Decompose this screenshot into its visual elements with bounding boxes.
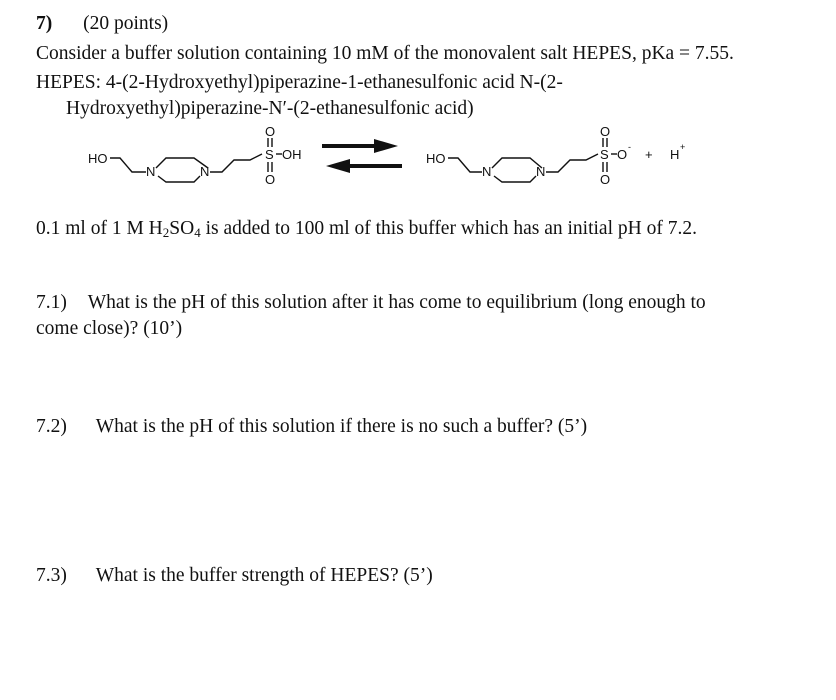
left-ethyl-chain-bond [110, 158, 146, 172]
plus-sign: + [645, 147, 653, 162]
q72-text: What is the pH of this solution if there is no such a buffer? (5’) [95, 416, 588, 437]
question-number: 7) [36, 13, 53, 34]
left-n1-label: N [146, 164, 156, 179]
question-7-1 [36, 291, 706, 315]
hepes-acid-form [88, 126, 302, 187]
left-s-label: S [265, 147, 274, 162]
question-7-2 [36, 415, 587, 439]
right-o-minus-label: O [617, 147, 628, 162]
right-ring-top-bond [492, 158, 542, 168]
q73-text: What is the buffer strength of HEPES? (5’) [95, 565, 433, 586]
proton-charge: + [680, 142, 686, 152]
reverse-arrow-head [326, 159, 350, 173]
right-o-bottom-label: O [600, 172, 611, 187]
setup-suffix: is added to 100 ml of this buffer which has an initial pH of 7.2. [200, 218, 697, 239]
setup-prefix: 0.1 ml of 1 M H [36, 218, 163, 239]
left-ho-label: HO [88, 151, 108, 166]
hepes-base-form [426, 126, 631, 187]
hepes-name-line2: Hydroxyethyl)piperazine-N′-(2-ethanesulfonic acid) [66, 98, 474, 119]
left-o-top-label: O [265, 126, 276, 139]
hepes-equilibrium-structure [80, 126, 780, 204]
question-header [36, 12, 168, 36]
setup-subscript-4: 4 [194, 225, 201, 240]
question-intro: Consider a buffer solution containing 10 mM of the monovalent salt HEPES, pKa = 7.55. [36, 43, 734, 64]
negative-charge: - [628, 142, 631, 152]
setup-subscript-2: 2 [162, 225, 170, 240]
q71-label: 7.1) [36, 292, 67, 313]
right-n2-label: N [536, 164, 546, 179]
hepes-name-line1: HEPES: 4-(2-Hydroxyethyl)piperazine-1-ethanesulfonic acid N-(2- [36, 72, 563, 93]
equilibrium-arrows [322, 139, 402, 173]
right-n1-label: N [482, 164, 492, 179]
right-ring-bottom-bond [494, 176, 536, 182]
q71-text-line1: What is the pH of this solution after it has come to equilibrium (long enough to [87, 292, 706, 313]
q73-label: 7.3) [36, 565, 67, 586]
q72-label: 7.2) [36, 416, 67, 437]
forward-arrow-head [374, 139, 398, 153]
left-oh-label: OH [282, 147, 302, 162]
question-7-3 [36, 564, 433, 588]
setup-sentence [36, 217, 697, 245]
right-o-top-label: O [600, 126, 611, 139]
left-n2-label: N [200, 164, 210, 179]
right-ethane-chain-bond [546, 154, 598, 172]
right-s-label: S [600, 147, 609, 162]
right-ethyl-chain-bond [448, 158, 482, 172]
question-points: (20 points) [83, 13, 169, 34]
right-ho-label: HO [426, 151, 446, 166]
left-ring-bottom-bond [158, 176, 200, 182]
left-ethane-chain-bond [210, 154, 262, 172]
left-o-bottom-label: O [265, 172, 276, 187]
setup-so: SO [169, 218, 195, 239]
proton-label: H [670, 147, 680, 162]
q71-text-line2: come close)? (10’) [36, 318, 183, 339]
